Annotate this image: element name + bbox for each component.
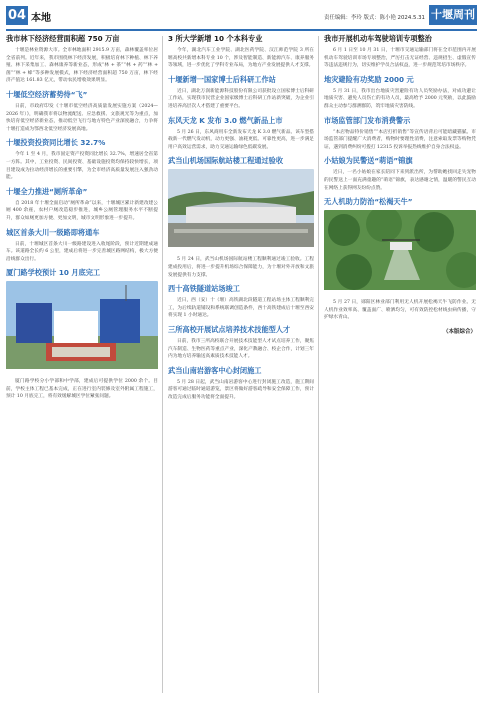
article [168, 366, 314, 402]
column-right [324, 34, 476, 695]
article [324, 156, 476, 192]
page-header [0, 0, 483, 30]
article [168, 34, 314, 70]
article-headline[interactable]: 东风天龙 K 发布 3.0 燃气新品上市 [168, 115, 283, 125]
drone-forest-photo [324, 210, 476, 290]
article-body: 厦门路学校分小学部和中学部，建成后可提供学位 2000 余个。目前，学校主体工程已基本完成，正在进行室内装修及室外附属工程施工，预计 10 月底完工，将有效缓解城区学位紧张问题。 [6, 379, 158, 400]
news-photo [168, 169, 314, 251]
article [324, 75, 476, 111]
section-title: 本地 [31, 13, 51, 24]
article-body: 日前，我市三所高校联合开展技术技能型人才试点培养工作，聚焦汽车制造、生物医药等重点产业，深化产教融合、校企合作，计划三年内为地方培养输送高素质技术技能人才。 [168, 338, 314, 360]
article [324, 299, 476, 322]
article [324, 116, 476, 152]
editor-meta: 责任编辑：李玲 版式：陈小艳 2024.5.31 [324, 15, 425, 21]
article-headline[interactable]: 城区首条大川一级路即将通车 [6, 227, 100, 237]
article-body: 5 月 28 日起，武当山南岩游客中心进行封闭施工改造，施工期间游客可通过临时通道游览，景区将做好游客疏导和安全保障工作，预计改造完成后服务功能将全面提升。 [168, 379, 314, 400]
article [168, 156, 314, 251]
article-body: 6 月 1 日至 10 月 31 日，十堰市交通运输部门将在全市范围内开展机动车驾驶培训市场专项整治，严厉打击无证经营、违规招生、虚假宣传等违法违规行为，切实维护学员合法权益，进一步规范驾培市场秩序。 [324, 48, 476, 69]
article-body: 5 月 31 日，我市出台地质灾害避险有功人员奖励办法，对成功避让地质灾害、避免人员伤亡的有功人员，最高给予 2000 元奖励，以此鼓励群众主动参与群测群防，筑牢地质灾害防线。 [324, 88, 476, 109]
article-body: 5 月 26 日，东风商用车全新发布天龙 K 3.0 燃气新品。该车型搭载新一代燃气发动机，动力更强、油耗更低、可靠性更高，进一步满足用户高效运营需求，助力交通运输绿色低碳发展。 [168, 129, 314, 150]
article-body: 5 月 27 日，郧阳区林业部门利用无人机开展松褐天牛飞防作业。无人机作业效率高、覆盖面广、喷洒均匀，可有效防控松材线虫病传播，守护绿水青山。 [324, 300, 476, 321]
school-construction-photo [6, 281, 158, 369]
article [6, 378, 158, 401]
article-body: “本店物品特价销售”“本店打折销售”等宣传语背后可能暗藏猫腻。市场监管部门提醒广大消费者，购物时要理性消费，注意索取发票等购物凭证，遇到消费纠纷可拨打 12315 投诉举报热线维护自身合法权益。 [324, 129, 476, 150]
article-headline[interactable]: 十堰投资投资同比增长 32.7% [6, 138, 106, 148]
article [6, 228, 158, 264]
article-headline[interactable]: 厦门路学校预计 10 月底完工 [6, 268, 101, 278]
article-body: 近日，湖北万润新能源科技股份有限公司获批设立国家博士后科研工作站，实现我市民营企业国家级博士后科研工作站新突破，为企业引进培养高层次人才搭建了重要平台。 [168, 88, 314, 109]
article [324, 197, 476, 294]
article-headline[interactable]: 西十高铁隧道站场竣工 [168, 284, 240, 294]
news-photo [324, 210, 476, 294]
header-rule [6, 29, 477, 31]
article-headline[interactable]: 十堰全力推进“厕所革命” [6, 186, 88, 196]
article-body: 十堰是林业资源大市。全市林地面积 2915.9 万亩，森林覆盖率位居全省前列。近年来，我市围绕林下经济发展，积极培育林下种植、林下养殖、林下采集加工、森林康养等新业态，形成“林 + 茶”“林 + 药”“林 + 菌”“林 + 蜂”等多种发展模式，林下经济经营面积超 750 万亩，林下经济产值达 161.83 亿元，带动农民增收效果明显。 [6, 48, 158, 84]
end-note: （本版综合） [442, 328, 476, 335]
column-middle [168, 34, 314, 695]
column-divider [318, 36, 319, 693]
article-headline[interactable]: 三所高校开展试点培养技术技能型人才 [168, 324, 291, 334]
article-headline[interactable]: 我市开展机动车驾驶培训专项整治 [324, 34, 432, 43]
article [6, 34, 158, 85]
article-body: 近日，一名小姑娘在家长陪同下来到派出所，为帮助她找回走失宠物的民警送上一面充满童趣的“萌语”锦旗，表达感谢之情，温暖的警民互动在网络上获得网友纷纷点赞。 [324, 170, 476, 191]
article [168, 256, 314, 279]
article-body: 近日，西（安）十（堰）高铁湖北段隧道工程站场主体工程顺利完工，为后续轨道铺设和系统联调创造条件，西十高铁建成后十堰至西安将实现 1 小时通达。 [168, 298, 314, 319]
article-headline[interactable]: 武当山机场国际航站楼工程通过验收 [168, 156, 284, 166]
article [168, 116, 314, 152]
article [6, 90, 158, 133]
article-body: 5 月 24 日，武当山机场国际航站楼工程顺利通过竣工验收。工程建成投用后，将进一步提升机场综合保障能力，为十堰对外开放和文旅发展提供有力支撑。 [168, 257, 314, 278]
article [6, 187, 158, 223]
article-headline[interactable]: 十堰低空经济蓄势待“飞” [6, 89, 88, 99]
article [168, 325, 314, 361]
article-headline[interactable]: 市场监管部门发布消费警示 [324, 115, 411, 125]
article-body: 日前，市政府印发《十堰市低空经济高质量发展实施方案（2024—2026 年）》，明确我市将以物流配送、应急救援、文旅观光等为重点，加快培育低空经济新业态，推动低空飞行与地方特色产业深度融合，力争将十堰打造成为鄂西北低空经济发展高地。 [6, 103, 158, 132]
article-headline[interactable]: 我市林下经济经营面积超 750 万亩 [6, 34, 120, 43]
airport-terminal-photo [168, 169, 314, 247]
article-body: 日前，十堰城区首条大川一级路建设进入收尾阶段，预计近期建成通车。该道路全长约 6 公里，建成后将进一步完善城区路网结构，极大方便沿线群众出行。 [6, 241, 158, 262]
article [168, 75, 314, 111]
article-body: 自 2018 年十堰全面启动“厕所革命”以来，十堰城区累计新建改建公厕 400 余座，农村户厕改造稳步推进，城乡公厕管理服务水平不断提升，群众如厕更加方便、更加文明，城市文明形象进一步提升。 [6, 200, 158, 221]
article-headline[interactable]: 十堰新增一国家博士后科研工作站 [168, 74, 276, 84]
article [6, 138, 158, 181]
masthead-logo: 十堰周刊 [429, 5, 477, 25]
article-headline[interactable]: 小姑娘为民警送“萌语”锦旗 [324, 156, 413, 166]
page-number: 04 [7, 8, 27, 23]
article-headline[interactable]: 地灾避险有功奖励 2000 元 [324, 74, 414, 84]
article [324, 34, 476, 70]
article-headline[interactable]: 无人机助力防治“松褐天牛” [324, 197, 413, 207]
article [168, 284, 314, 320]
article-body: 今年，湖北汽车工业学院、湖北医药学院、汉江师范学院 3 所在堰高校共新增本科专业 10 个，涉及智能制造、新能源汽车、康养服务等领域，进一步优化了学科专业布局，为地方产业发展提供人才支撑。 [168, 48, 314, 69]
column-left [6, 34, 158, 695]
article-body: 今年 1 至 4 月，我市固定资产投资同比增长 32.7%，增速居全省第一方阵。其中，工业投资、民间投资、基础设施投资均保持较快增长，项目建设成为拉动经济增长的重要引擎，为全市经济高质量发展注入强劲动能。 [6, 152, 158, 181]
article [6, 268, 158, 373]
article-headline[interactable]: 3 所大学新增 10 个本科专业 [168, 34, 263, 43]
article-headline[interactable]: 武当山南岩游客中心封闭施工 [168, 365, 262, 375]
column-divider [162, 36, 163, 693]
news-photo [6, 281, 158, 373]
